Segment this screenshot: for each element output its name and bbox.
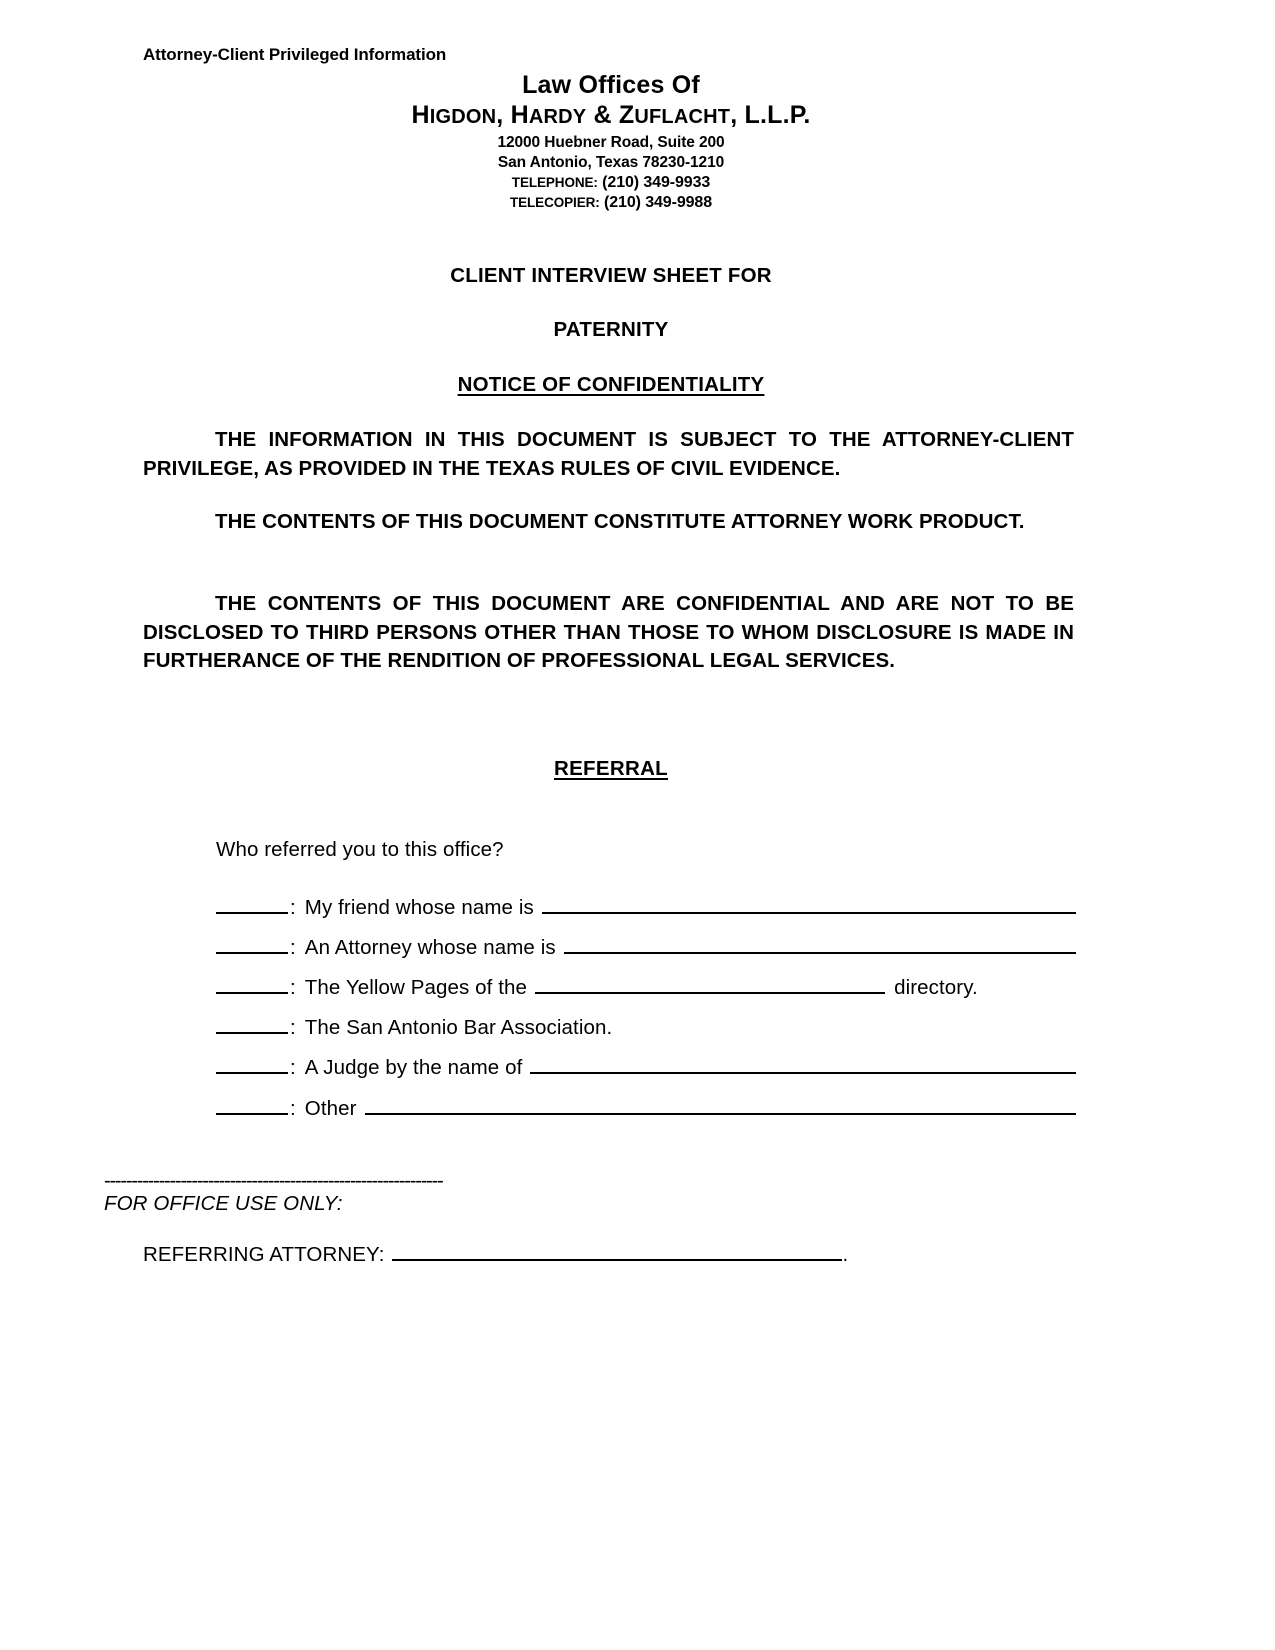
referral-option-colon: : <box>290 896 296 919</box>
referral-option-colon: : <box>290 1056 296 1079</box>
notice-of-confidentiality-heading: NOTICE OF CONFIDENTIALITY <box>457 373 765 396</box>
referral-option-label: The San Antonio Bar Association. <box>304 1016 613 1039</box>
firm-name-ampersand: & <box>586 101 619 129</box>
referral-option-write-in-line[interactable] <box>365 1097 1076 1115</box>
referral-option-row[interactable] <box>216 936 1076 960</box>
privileged-information-banner: Attorney-Client Privileged Information <box>143 45 447 64</box>
referral-option-row[interactable] <box>216 1056 1076 1080</box>
referral-option-row[interactable] <box>216 1097 1076 1121</box>
address-line-2: San Antonio, Texas 78230-1210 <box>497 154 725 171</box>
referral-option-checkbox-blank[interactable] <box>216 1056 288 1074</box>
referral-question-label: Who referred you to this office? <box>216 838 504 861</box>
referring-attorney-row[interactable] <box>143 1243 848 1267</box>
referral-option-colon: : <box>290 976 296 999</box>
referral-option-label: My friend whose name is <box>304 896 534 919</box>
firm-name-z: Z <box>618 101 635 129</box>
confidentiality-paragraph-3: THE CONTENTS OF THIS DOCUMENT ARE CONFIDENTIAL AND ARE NOT TO BE DISCLOSED TO THIRD PERSONS OTHER THAN THOSE TO WHOM DISCLOSURE IS MADE IN FURTHERANCE OF THE RENDITION OF PROFESSIONAL LEGAL SERVICES. <box>143 592 1074 672</box>
referral-option-write-in-line[interactable] <box>564 936 1076 954</box>
referral-option-checkbox-blank[interactable] <box>216 1097 288 1115</box>
telecopier-line <box>150 193 1072 213</box>
referring-attorney-period: . <box>842 1243 849 1266</box>
firm-name-uflacht: UFLACHT <box>634 106 731 128</box>
referral-option-checkbox-blank[interactable] <box>216 896 288 914</box>
referral-option-trailing-text: directory. <box>894 976 978 999</box>
telephone-number: (210) 349-9933 <box>602 174 711 191</box>
firm-name-comma: , <box>496 101 511 129</box>
referral-option-row[interactable] <box>216 1016 1076 1040</box>
referral-option-checkbox-blank[interactable] <box>216 936 288 954</box>
referral-option-colon: : <box>290 1016 296 1039</box>
telecopier-label: TELECOPIER: <box>509 195 600 210</box>
referral-option-colon: : <box>290 1097 296 1120</box>
page-title: CLIENT INTERVIEW SHEET FOR <box>450 264 772 287</box>
telephone-line <box>150 173 1072 193</box>
confidentiality-paragraph-2: THE CONTENTS OF THIS DOCUMENT CONSTITUTE ATTORNEY WORK PRODUCT. <box>215 510 1025 533</box>
referral-option-label: The Yellow Pages of the <box>304 976 528 999</box>
firm-name-igdon: IGDON <box>429 106 497 128</box>
address-line-1: 12000 Huebner Road, Suite 200 <box>497 134 725 151</box>
referring-attorney-input-line[interactable] <box>392 1243 842 1261</box>
referral-option-colon: : <box>290 936 296 959</box>
confidentiality-paragraph-1: THE INFORMATION IN THIS DOCUMENT IS SUBJECT TO THE ATTORNEY-CLIENT PRIVILEGE, AS PROVIDED IN THE TEXAS RULES OF CIVIL EVIDENCE. <box>143 428 1074 480</box>
referral-option-checkbox-blank[interactable] <box>216 1016 288 1034</box>
letterhead <box>150 70 1072 213</box>
referral-option-label: An Attorney whose name is <box>304 936 556 959</box>
referral-option-checkbox-blank[interactable] <box>216 976 288 994</box>
referral-section-heading: REFERRAL <box>553 757 668 780</box>
referral-option-write-in-line[interactable] <box>542 896 1076 914</box>
referral-option-write-in-line[interactable] <box>535 976 885 994</box>
firm-name-suffix: , L.L.P. <box>730 101 811 129</box>
law-offices-of-label: Law Offices Of <box>522 71 700 99</box>
referral-option-row[interactable] <box>216 896 1076 920</box>
telephone-label: TELEPHONE: <box>511 175 598 190</box>
referral-option-write-in-line[interactable] <box>530 1056 1076 1074</box>
telecopier-number: (210) 349-9988 <box>604 194 713 211</box>
referral-option-row[interactable] <box>216 976 1076 1000</box>
office-use-divider: -------------------------------------------------------------- <box>104 1170 443 1192</box>
referral-option-label: A Judge by the name of <box>304 1056 523 1079</box>
referring-attorney-label: REFERRING ATTORNEY: <box>143 1243 385 1266</box>
firm-name-ardy: ARDY <box>528 106 587 128</box>
page-subtitle-matter-type: PATERNITY <box>553 318 669 341</box>
referral-option-label: Other <box>304 1097 357 1120</box>
firm-name <box>150 100 1072 133</box>
firm-name-h2: H <box>510 101 529 129</box>
firm-name-h1: H <box>411 101 430 129</box>
for-office-use-only-label: FOR OFFICE USE ONLY: <box>104 1192 343 1215</box>
